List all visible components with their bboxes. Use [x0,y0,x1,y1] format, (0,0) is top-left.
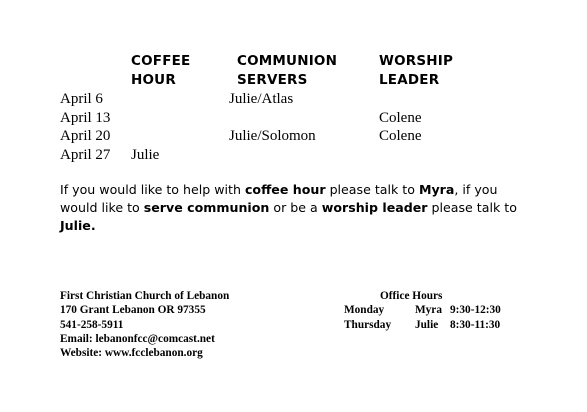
coffee-cell: Julie [131,147,160,163]
office-hours-title: Office Hours [380,290,443,302]
message-text: , if you would like to [60,182,498,215]
church-website: Website: www.fcclebanon.org [60,347,203,359]
office-person: Myra [415,304,442,316]
date-cell: April 27 [60,147,111,163]
header-line: COFFEE [131,53,191,69]
church-email: Email: lebanonfcc@comcast.net [60,333,215,345]
office-day: Monday [344,304,385,316]
message-text: please talk to [427,200,517,215]
date-cell: April 20 [60,128,111,144]
header-line: HOUR [131,72,176,88]
communion-cell: Julie/Solomon [229,128,316,144]
worship-leader-header [379,52,453,90]
church-phone: 541-258-5911 [60,319,124,331]
volunteer-message [60,181,530,235]
serve-communion-emphasis: serve communion [143,200,270,215]
julie-emphasis: Julie. [60,218,96,233]
office-time: 8:30-11:30 [450,319,501,331]
office-person: Julie [415,319,439,331]
header-line: SERVERS [237,72,308,88]
office-time: 9:30-12:30 [450,304,501,316]
message-text: or be a [269,200,322,215]
myra-emphasis: Myra [418,182,455,197]
worship-cell: Colene [379,110,422,126]
date-cell: April 6 [60,91,103,107]
communion-cell: Julie/Atlas [229,91,294,107]
office-day: Thursday [344,319,392,331]
worship-cell: Colene [379,128,422,144]
header-line: WORSHIP [379,53,454,69]
communion-servers-header [237,52,337,90]
church-name: First Christian Church of Lebanon [60,290,230,302]
message-text: please talk to [325,182,419,197]
worship-leader-emphasis: worship leader [321,200,428,215]
coffee-hour-emphasis: coffee hour [244,182,326,197]
date-cell: April 13 [60,110,111,126]
header-line: LEADER [379,72,440,88]
message-text: If you would like to help with [60,182,245,197]
coffee-hour-header [131,52,190,90]
church-address: 170 Grant Lebanon OR 97355 [60,304,206,316]
header-line: COMMUNION [237,53,338,69]
